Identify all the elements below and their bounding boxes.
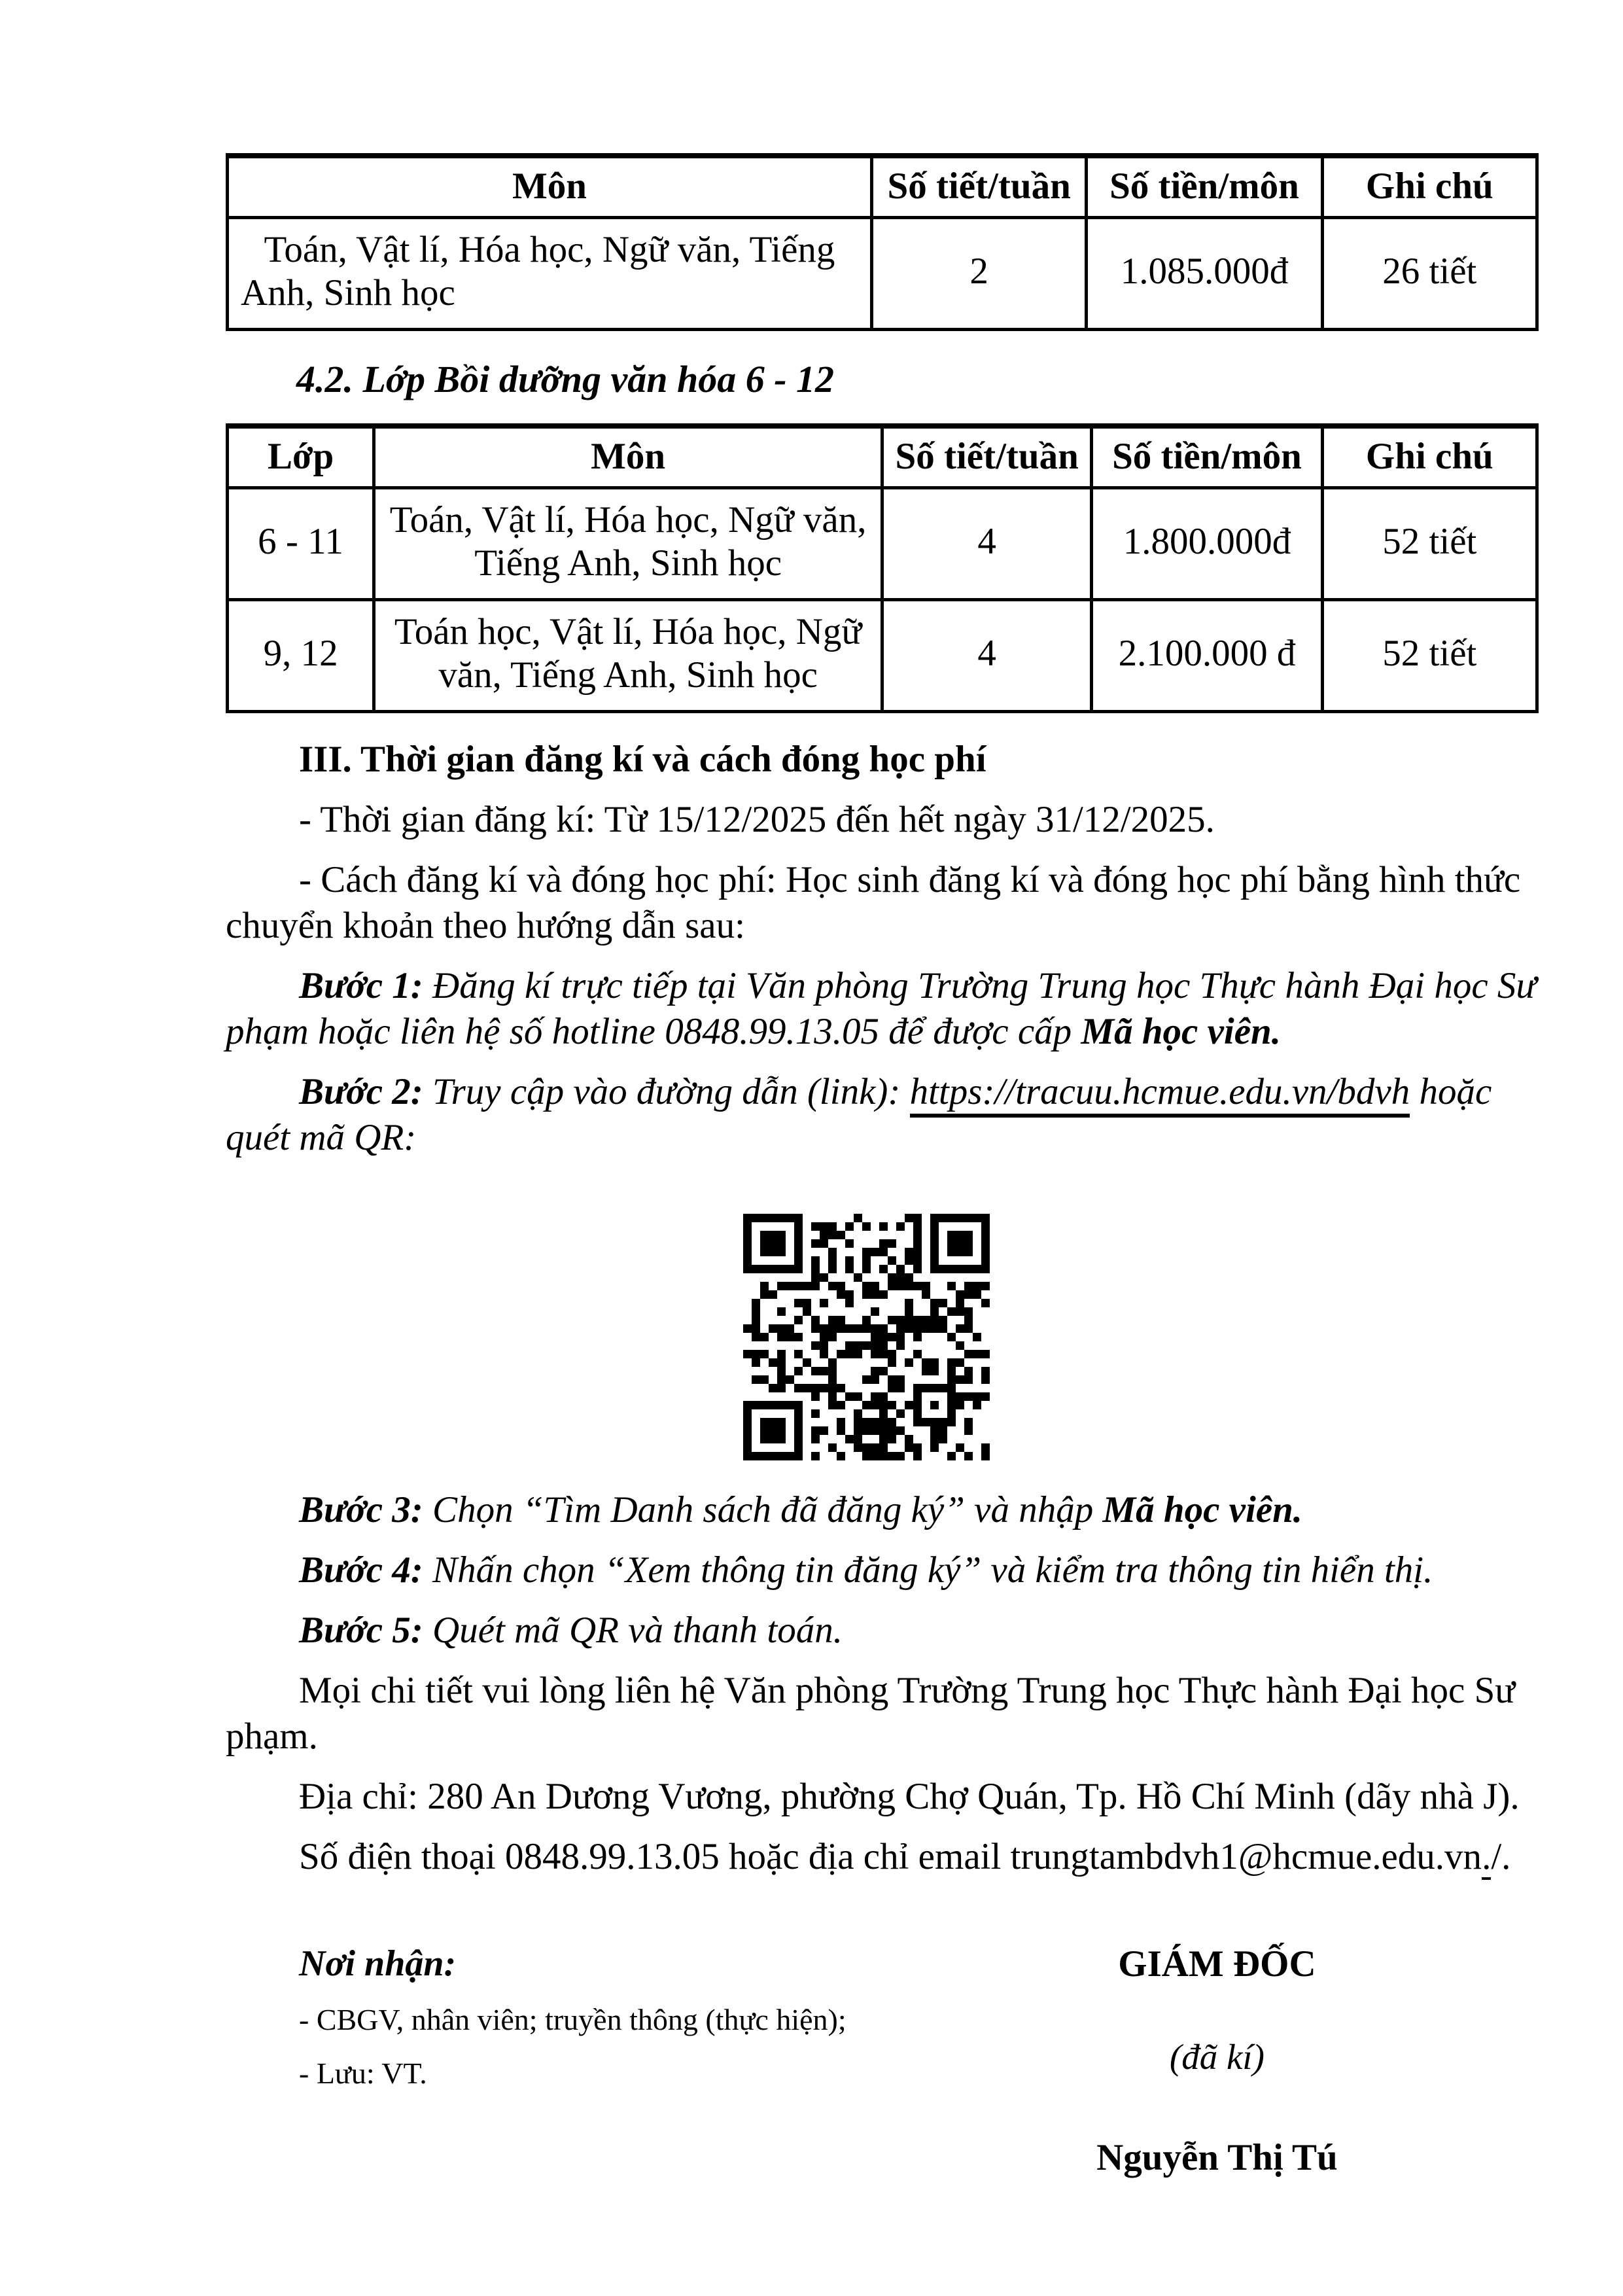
cell-so-tiet: 4 [882, 600, 1092, 712]
step-4 [226, 1547, 1539, 1593]
col-header-lop: Lớp [228, 426, 374, 488]
step-1 [226, 963, 1539, 1055]
phone-email-tail: /. [1491, 1836, 1511, 1877]
registration-link[interactable]: https://tracuu.hcmue.edu.vn/bdvh [910, 1071, 1410, 1118]
section-3-heading: III. Thời gian đăng kí và cách đóng học phí [299, 739, 986, 780]
step-4-label: Bước 4: [299, 1549, 423, 1591]
step-3 [226, 1487, 1539, 1533]
tuition-table-bdvh-6-12 [226, 423, 1539, 713]
step-3-bold: Mã học viên. [1102, 1489, 1303, 1530]
signer-block [961, 1943, 1539, 2179]
recipients-item-luu: - Lưu: VT. [299, 2057, 427, 2090]
cell-lop: 6 - 11 [228, 488, 374, 600]
col-header-so-tiet: Số tiết/tuần [871, 156, 1086, 218]
col-header-mon: Môn [374, 426, 882, 488]
step-2-label: Bước 2: [299, 1071, 423, 1112]
registration-time-paragraph: - Thời gian đăng kí: Từ 15/12/2025 đến hết ngày 31/12/2025. [299, 799, 1215, 840]
phone-email-text: Số điện thoại 0848.99.13.05 hoặc địa chỉ email trungtambdvh1@hcmue.edu.vn [299, 1836, 1482, 1877]
recipients-block [226, 1943, 961, 2092]
document-content [226, 153, 1539, 2179]
cell-so-tien: 1.085.000đ [1087, 218, 1322, 330]
contact-info-line: Mọi chi tiết vui lòng liên hệ Văn phòng Trường Trung học Thực hành Đại học Sư phạm. [226, 1670, 1516, 1757]
step-2-text: Truy cập vào đường dẫn (link): [423, 1071, 910, 1112]
signed-note: (đã kí) [1169, 2037, 1265, 2077]
cell-mon: Toán, Vật lí, Hóa học, Ngữ văn, Tiếng Anh, Sinh học [228, 218, 872, 330]
step-5 [226, 1608, 1539, 1653]
table-row [228, 218, 1537, 330]
step-5-label: Bước 5: [299, 1610, 423, 1651]
phone-email-line [226, 1834, 1539, 1880]
step-4-text: Nhấn chọn “Xem thông tin đăng ký” và kiểm tra thông tin hiển thị. [423, 1549, 1433, 1591]
table-header-row [228, 426, 1537, 488]
cell-ghi-chu: 26 tiết [1322, 218, 1537, 330]
signer-name: Nguyễn Thị Tú [1096, 2137, 1338, 2178]
cell-so-tien: 2.100.000 đ [1092, 600, 1322, 712]
table-row [228, 488, 1537, 600]
tuition-table-hs12 [226, 153, 1539, 331]
step-2 [226, 1069, 1539, 1161]
section-42-heading: 4.2. Lớp Bồi dưỡng văn hóa 6 - 12 [296, 358, 835, 400]
col-header-so-tien: Số tiền/môn [1092, 426, 1322, 488]
table-row [228, 600, 1537, 712]
recipients-label: Nơi nhận: [299, 1943, 457, 1984]
cell-mon: Toán, Vật lí, Hóa học, Ngữ văn, Tiếng Anh, Sinh học [374, 488, 882, 600]
director-title: GIÁM ĐỐC [1118, 1943, 1316, 1985]
cell-ghi-chu: 52 tiết [1322, 488, 1537, 600]
cell-ghi-chu: 52 tiết [1322, 600, 1537, 712]
step-3-text: Chọn “Tìm Danh sách đã đăng ký” và nhập [423, 1489, 1103, 1530]
step-1-text: Đăng kí trực tiếp tại Văn phòng Trường Trung học Thực hành Đại học Sư phạm hoặc liên hệ số hotline 0848.99.13.05 để được cấp [226, 965, 1537, 1052]
step-1-label: Bước 1: [299, 965, 423, 1006]
col-header-ghi-chu: Ghi chú [1322, 156, 1537, 218]
recipients-item-cbgv: - CBGV, nhân viên; truyền thông (thực hiện); [299, 2003, 846, 2036]
step-3-label: Bước 3: [299, 1489, 423, 1530]
cell-lop: 9, 12 [228, 600, 374, 712]
cell-mon: Toán học, Vật lí, Hóa học, Ngữ văn, Tiếng Anh, Sinh học [374, 600, 882, 712]
col-header-mon: Môn [228, 156, 872, 218]
underlined-dot: . [1482, 1836, 1491, 1880]
signature-block [226, 1943, 1539, 2179]
col-header-so-tiet: Số tiết/tuần [882, 426, 1092, 488]
col-header-ghi-chu: Ghi chú [1322, 426, 1537, 488]
col-header-so-tien: Số tiền/môn [1087, 156, 1322, 218]
step-5-text: Quét mã QR và thanh toán. [423, 1610, 843, 1651]
cell-so-tiet: 4 [882, 488, 1092, 600]
address-line: Địa chỉ: 280 An Dương Vương, phường Chợ Quán, Tp. Hồ Chí Minh (dãy nhà J). [299, 1776, 1520, 1817]
step-1-bold: Mã học viên. [1081, 1011, 1281, 1052]
table-header-row [228, 156, 1537, 218]
step-2-after: hoặc quét mã QR: [226, 1071, 1492, 1158]
payment-method-paragraph: - Cách đăng kí và đóng học phí: Học sinh đăng kí và đóng học phí bằng hình thức chuyển khoản theo hướng dẫn sau: [226, 859, 1521, 946]
cell-so-tien: 1.800.000đ [1092, 488, 1322, 600]
qr-code [731, 1201, 1002, 1473]
cell-so-tiet: 2 [871, 218, 1086, 330]
